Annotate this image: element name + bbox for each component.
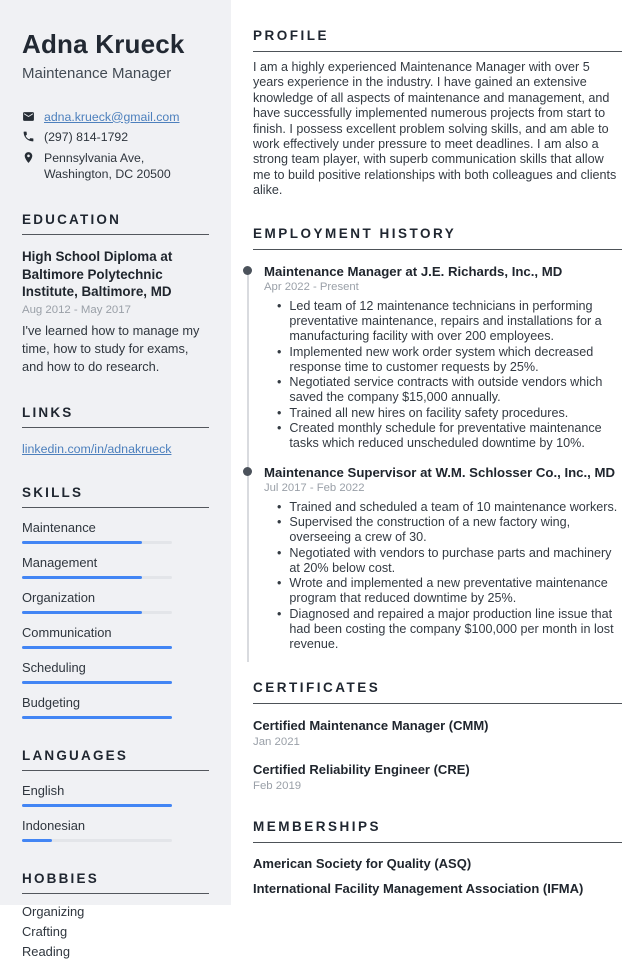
skill-item <box>22 625 209 649</box>
sidebar <box>0 0 231 959</box>
timeline-line <box>247 270 249 662</box>
skill-bar-fill <box>22 716 172 719</box>
language-bar-track <box>22 804 172 807</box>
skill-bar-fill <box>22 576 142 579</box>
skills-list <box>22 520 209 719</box>
language-label: Indonesian <box>22 817 86 833</box>
certificate-title: Certified Maintenance Manager (CMM) <box>253 717 489 733</box>
skill-bar-fill <box>22 611 142 614</box>
hobby-item: Reading <box>22 943 71 959</box>
contact-email-row <box>22 109 209 126</box>
job-bullet-text: Trained and scheduled a team of 10 maintenance workers. <box>289 499 618 514</box>
employment-section-heading: EMPLOYMENT HISTORY <box>253 226 622 250</box>
job-bullet-text: Trained all new hires on facility safety procedures. <box>289 405 569 420</box>
education-section-heading: EDUCATION <box>22 212 209 235</box>
timeline-dot <box>243 266 252 275</box>
job-entry <box>264 465 622 653</box>
membership-entry: International Facility Management Association (IFMA) <box>253 880 584 896</box>
profile-text: I am a highly experienced Maintenance Manager with over 5 years experience in the industry. I have gained an extensive knowledge of all aspects of maintenance and management, and have successfully implemented numerous projects from start to finish. I possess excellent problem solving skills, and am able to work effectively under pressure to meet deadlines. I am also a strong team player, with superb communication skills that allow me to build positive relationships with both colleagues and clients alike. <box>253 60 617 198</box>
skill-bar-track <box>22 716 172 719</box>
linkedin-link[interactable]: linkedin.com/in/adnakrueck <box>22 441 172 456</box>
skill-label: Organization <box>22 589 96 605</box>
skill-item <box>22 590 209 614</box>
job-bullet <box>277 500 622 515</box>
membership-entry: American Society for Quality (ASQ) <box>253 855 472 871</box>
job-bullet <box>277 406 622 421</box>
employment-timeline <box>253 264 622 653</box>
job-dates: Apr 2022 - Present <box>264 280 359 293</box>
skill-bar-track <box>22 576 172 579</box>
skill-bar-fill <box>22 646 172 649</box>
skill-bar-track <box>22 541 172 544</box>
job-bullet <box>277 576 622 607</box>
certificate-date: Jan 2021 <box>253 735 300 748</box>
bullet-dot: • <box>277 298 282 313</box>
job-bullet-text: Implemented new work order system which decreased response time to customer requests by 25%. <box>289 344 594 374</box>
hobbies-section-heading: HOBBIES <box>22 871 209 894</box>
languages-list <box>22 783 209 842</box>
candidate-job-title: Maintenance Manager <box>22 64 172 82</box>
job-entry <box>264 264 622 452</box>
language-bar-fill <box>22 839 52 842</box>
links-section-heading: LINKS <box>22 405 209 428</box>
certificate-title: Certified Reliability Engineer (CRE) <box>253 761 470 777</box>
certificate-date: Feb 2019 <box>253 779 302 792</box>
job-bullet <box>277 375 622 406</box>
phone-number: (297) 814-1792 <box>44 130 129 145</box>
language-bar-fill <box>22 804 172 807</box>
job-title: Maintenance Supervisor at W.M. Schlosser Co., Inc., MD <box>264 464 616 480</box>
profile-section <box>253 28 622 199</box>
language-bar-track <box>22 839 172 842</box>
job-bullet-text: Created monthly schedule for preventative maintenance tasks which reduced unscheduled downtime by 10%. <box>289 421 602 451</box>
link-item <box>22 442 209 456</box>
education-dates: Aug 2012 - May 2017 <box>22 304 131 317</box>
job-bullet-text: Wrote and implemented a new preventative maintenance program that reduced downtime by 25%. <box>289 576 608 606</box>
job-bullet <box>277 299 622 345</box>
hobby-item: Crafting <box>22 923 68 939</box>
job-bullet <box>277 607 622 653</box>
certificates-section-heading: CERTIFICATES <box>253 680 622 704</box>
skill-bar-fill <box>22 681 172 684</box>
skill-label: Communication <box>22 624 112 640</box>
profile-section-heading: PROFILE <box>253 28 622 52</box>
job-bullet-text: Led team of 12 maintenance technicians in performing preventative maintenance, repairs and installations for a manufacturing facility with over 200 employees. <box>289 298 602 344</box>
bullet-dot: • <box>277 545 282 560</box>
job-bullet-list <box>264 500 622 653</box>
certificate-entry <box>253 718 622 748</box>
main-content <box>253 0 622 896</box>
hobby-item: Organizing <box>22 903 85 919</box>
job-bullet-list <box>264 299 622 452</box>
bullet-dot: • <box>277 499 282 514</box>
bullet-dot: • <box>277 606 282 621</box>
job-bullet <box>277 515 622 546</box>
language-item <box>22 783 209 807</box>
language-item <box>22 818 209 842</box>
job-bullet-text: Supervised the construction of a new factory wing, overseeing a crew of 30. <box>289 514 571 545</box>
skill-label: Scheduling <box>22 659 86 675</box>
skill-bar-track <box>22 611 172 614</box>
education-degree: High School Diploma at Baltimore Polytechnic Institute, Baltimore, MD <box>22 248 173 300</box>
skill-item <box>22 660 209 684</box>
contact-address-row <box>22 150 209 183</box>
contact-phone-row <box>22 129 209 146</box>
skills-section-heading: SKILLS <box>22 485 209 508</box>
skill-bar-fill <box>22 541 142 544</box>
languages-section-heading: LANGUAGES <box>22 748 209 771</box>
hobbies-list <box>22 903 209 959</box>
job-bullet <box>277 421 622 452</box>
memberships-section-heading: MEMBERSHIPS <box>253 819 622 843</box>
employment-section <box>253 226 622 653</box>
bullet-dot: • <box>277 514 282 529</box>
certificate-entry <box>253 762 622 792</box>
skill-label: Maintenance <box>22 519 96 535</box>
bullet-dot: • <box>277 375 282 390</box>
job-bullet <box>277 546 622 577</box>
language-label: English <box>22 782 65 798</box>
bullet-dot: • <box>277 576 282 591</box>
bullet-dot: • <box>277 344 282 359</box>
address: Pennsylvania Ave, Washington, DC 20500 <box>44 150 171 182</box>
timeline-dot <box>243 467 252 476</box>
skill-item <box>22 520 209 544</box>
candidate-name: Adna Krueck <box>22 29 185 59</box>
certificates-section <box>253 680 622 792</box>
bullet-dot: • <box>277 405 282 420</box>
envelope-icon <box>22 110 35 126</box>
skill-label: Budgeting <box>22 694 81 710</box>
memberships-section <box>253 819 622 896</box>
email-link[interactable]: adna.krueck@gmail.com <box>44 109 180 124</box>
contact-info <box>22 109 209 183</box>
skill-label: Management <box>22 554 98 570</box>
education-entry <box>22 248 209 376</box>
skill-item <box>22 695 209 719</box>
job-title: Maintenance Manager at J.E. Richards, Inc., MD <box>264 263 563 279</box>
education-description: I've learned how to manage my time, how to study for exams, and how to do research. <box>22 323 200 374</box>
job-bullet-text: Diagnosed and repaired a major production line issue that had been costing the company $100,000 per month in lost revenue. <box>289 606 614 652</box>
phone-icon <box>22 130 35 146</box>
job-bullet-text: Negotiated with vendors to purchase parts and machinery at 20% below cost. <box>289 545 612 575</box>
skill-item <box>22 555 209 579</box>
job-bullet <box>277 345 622 376</box>
bullet-dot: • <box>277 421 282 436</box>
skill-bar-track <box>22 646 172 649</box>
location-pin-icon <box>22 151 35 183</box>
skill-bar-track <box>22 681 172 684</box>
job-dates: Jul 2017 - Feb 2022 <box>264 481 365 494</box>
job-bullet-text: Negotiated service contracts with outside vendors which saved the company $15,000 annually. <box>289 375 603 405</box>
